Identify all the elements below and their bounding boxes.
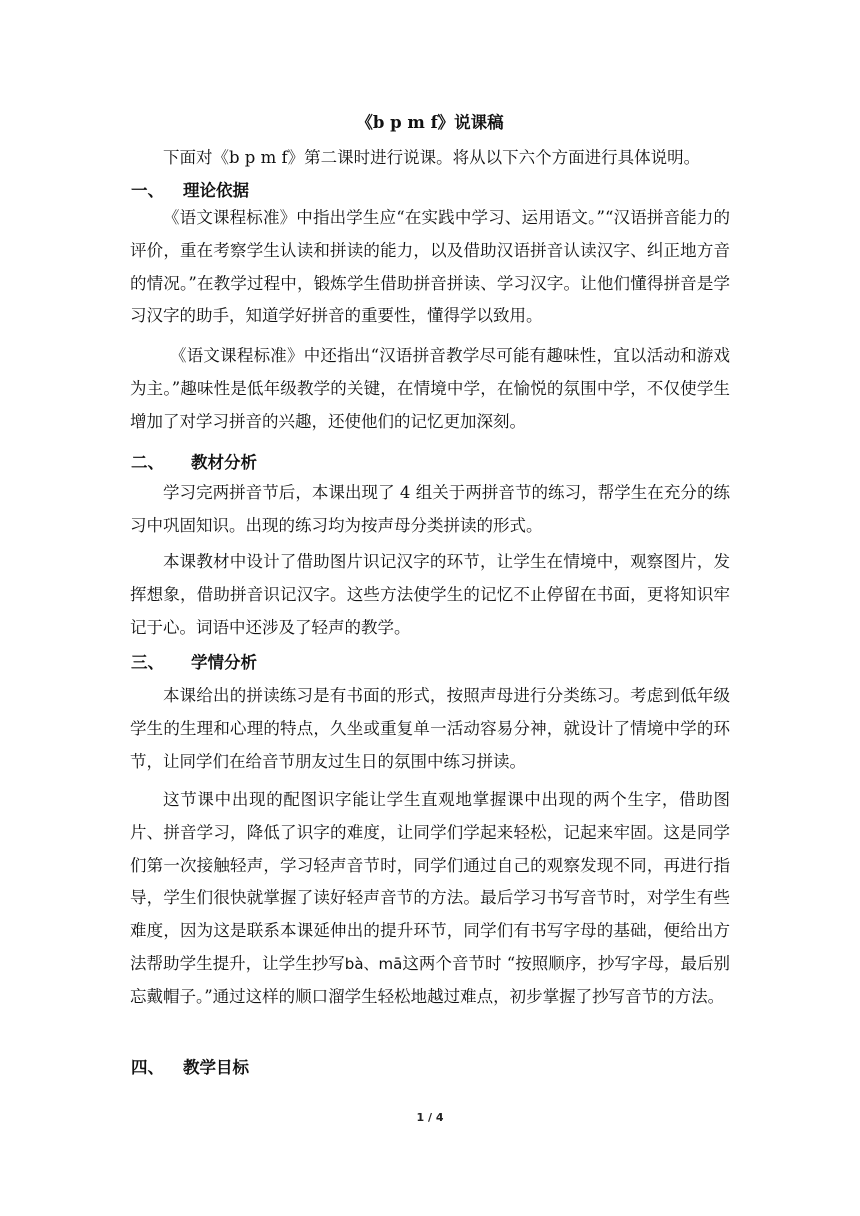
document-title: 《b p m f》说课稿 bbox=[356, 113, 504, 132]
section-heading-3 bbox=[131, 650, 257, 676]
section-title: 教材分析 bbox=[191, 453, 257, 472]
section-heading-4 bbox=[131, 1055, 249, 1081]
section-number: 二、 bbox=[131, 453, 164, 472]
paragraph: 本课给出的拼读练习是有书面的形式，按照声母进行分类练习。考虑到低年级学生的生理和心理的特点，久坐或重复单一活动容易分神，就设计了情境中学的环节，让同学们在给音节朋友过生日的氛围中练习拼读。 bbox=[130, 686, 730, 771]
paragraph bbox=[130, 784, 730, 1014]
section-title: 学情分析 bbox=[191, 653, 257, 672]
section-number: 四、 bbox=[131, 1058, 164, 1077]
section-heading-2 bbox=[131, 450, 257, 476]
page-number: 1 / 4 bbox=[416, 1111, 444, 1124]
paragraph: 《语文课程标准》中还指出“汉语拼音教学尽可能有趣味性，宜以活动和游戏为主。”趣味性是低年级教学的关键，在情境中学，在愉悦的氛围中学，不仅使学生增加了对学习拼音的兴趣，还使他们的记忆更加深刻。 bbox=[130, 346, 730, 431]
section-title: 教学目标 bbox=[183, 1058, 249, 1077]
paragraph-text: 这两个音节时 “按照顺序，抄写字母，最后别忘戴帽子。”通过这样的顺口溜学生轻松地越过难点，初步掌握了抄写音节的方法。 bbox=[130, 953, 730, 1006]
pinyin-syllables: bà、mā bbox=[344, 954, 403, 973]
section-number: 三、 bbox=[131, 653, 164, 672]
paragraph: 学习完两拼音节后，本课出现了 4 组关于两拼音节的练习，帮学生在充分的练习中巩固知识。出现的练习均为按声母分类拼读的形式。 bbox=[130, 483, 730, 535]
section-number: 一、 bbox=[131, 181, 164, 200]
intro-paragraph: 下面对《b p m f》第二课时进行说课。将从以下六个方面进行具体说明。 bbox=[163, 148, 701, 167]
section-title: 理论依据 bbox=[183, 181, 249, 200]
paragraph-text: 这节课中出现的配图识字能让学生直观地掌握课中出现的两个生字，借助图片、拼音学习，降低了识字的难度，让同学们学起来轻松，记起来牢固。这是同学们第一次接触轻声，学习轻声音节时，同学们通过自己的观察发现不同，再进行指导，学生们很快就掌握了读好轻声音节的方法。最后学习书写音节时，对学生有些难度，因为这是联系本课延伸出的提升环节，同学们有书写字母的基础，便给出方法帮助学生提升，让学生抄写 bbox=[130, 790, 730, 973]
paragraph: 《语文课程标准》中指出学生应“在实践中学习、运用语文。”“汉语拼音能力的评价，重在考察学生认读和拼读的能力，以及借助汉语拼音认读汉字、纠正地方音的情况。”在教学过程中，锻炼学生借助拼音拼读、学习汉字。让他们懂得拼音是学习汉字的助手，知道学好拼音的重要性，懂得学以致用。 bbox=[130, 208, 730, 326]
paragraph: 本课教材中设计了借助图片识记汉字的环节，让学生在情境中，观察图片，发挥想象，借助拼音识记汉字。这些方法使学生的记忆不止停留在书面，更将知识牢记于心。词语中还涉及了轻声的教学。 bbox=[130, 552, 730, 637]
section-heading-1 bbox=[131, 178, 249, 204]
